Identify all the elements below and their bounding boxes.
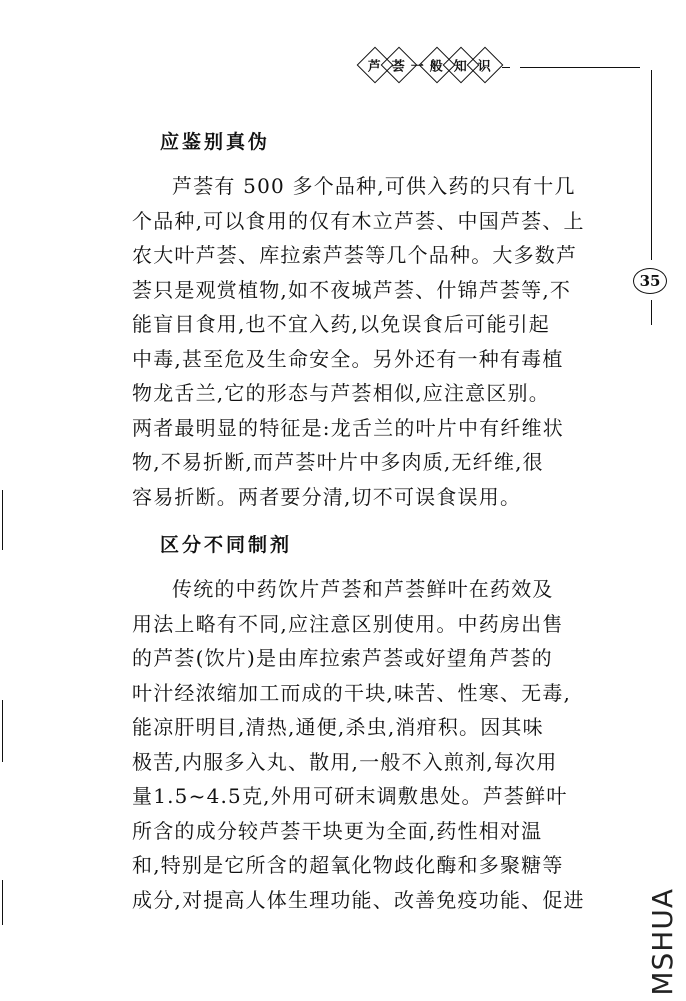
- header-dash: [502, 67, 510, 68]
- text-line: 极苦,内服多入丸、散用,一般不入煎剂,每次用: [132, 749, 558, 774]
- text-line: 容易折断。两者要分清,切不可误食误用。: [132, 484, 522, 509]
- text-line: 所含的成分较芦荟干块更为全面,药性相对温: [132, 818, 543, 843]
- header-char: 荟: [381, 47, 418, 84]
- text-line: 叶汁经浓缩加工而成的干块,味苦、性寒、无毒,: [132, 680, 572, 705]
- text-line: 能盲目食用,也不宜入药,以免误食后可能引起: [132, 312, 550, 336]
- text-line: 能凉肝明目,清热,通便,杀虫,消疳积。因其味: [132, 715, 544, 739]
- text-line: 用法上略有不同,应注意区别使用。中药房出售: [132, 611, 564, 636]
- text-line: 量1.5~4.5克,外用可研末调敷患处。芦荟鲜叶: [132, 784, 568, 808]
- page-number: 35: [633, 268, 667, 294]
- text-line: 荟只是观赏植物,如不夜城芦荟、什锦芦荟等,不: [132, 277, 572, 302]
- header-char: 般: [419, 47, 456, 84]
- section: [132, 125, 594, 514]
- section-title: 区分不同制剂: [160, 534, 293, 556]
- header-char: 一: [411, 59, 425, 75]
- left-edge-mark: [2, 700, 3, 762]
- text-line: 物,不易折断,而芦荟叶片中多肉质,无纤维,很: [132, 450, 544, 474]
- header-title: [362, 52, 496, 78]
- header-rule: [520, 67, 640, 68]
- right-margin-rule: [651, 70, 652, 260]
- text-line: 中毒,甚至危及生命安全。另外还有一种有毒植: [132, 346, 564, 371]
- paragraph: [132, 572, 594, 917]
- text-line: 传统的中药饮片芦荟和芦荟鲜叶在药效及: [172, 577, 554, 601]
- left-edge-mark: [2, 490, 3, 550]
- header-char: 芦: [357, 47, 394, 84]
- section-title: 应鉴别真伪: [160, 131, 271, 153]
- text-line: 农大叶芦荟、库拉索芦荟等几个品种。大多数芦: [132, 243, 578, 267]
- text-line: 芦荟有 500 多个品种,可供入药的只有十几: [172, 174, 576, 198]
- header-char: 知: [443, 47, 480, 84]
- header-char: 识: [467, 47, 504, 84]
- watermark: MSHUA: [646, 888, 679, 996]
- text-line: 物龙舌兰,它的形态与芦荟相似,应注意区别。: [132, 381, 550, 405]
- running-header: [362, 52, 640, 78]
- right-margin-rule: [651, 300, 652, 325]
- text-line: 两者最明显的特征是:龙舌兰的叶片中有纤维状: [132, 415, 564, 440]
- text-line: 的芦荟(饮片)是由库拉索芦荟或好望角芦荟的: [132, 646, 553, 670]
- section: [132, 528, 594, 917]
- text-line: 和,特别是它所含的超氧化物歧化酶和多聚糖等: [132, 853, 564, 877]
- text-line: 个品种,可以食用的仅有木立芦荟、中国芦荟、上: [132, 208, 585, 233]
- paragraph: [132, 169, 594, 514]
- page-body: [132, 125, 594, 917]
- text-line: 成分,对提高人体生理功能、改善免疫功能、促进: [132, 887, 585, 912]
- left-edge-mark: [2, 880, 3, 925]
